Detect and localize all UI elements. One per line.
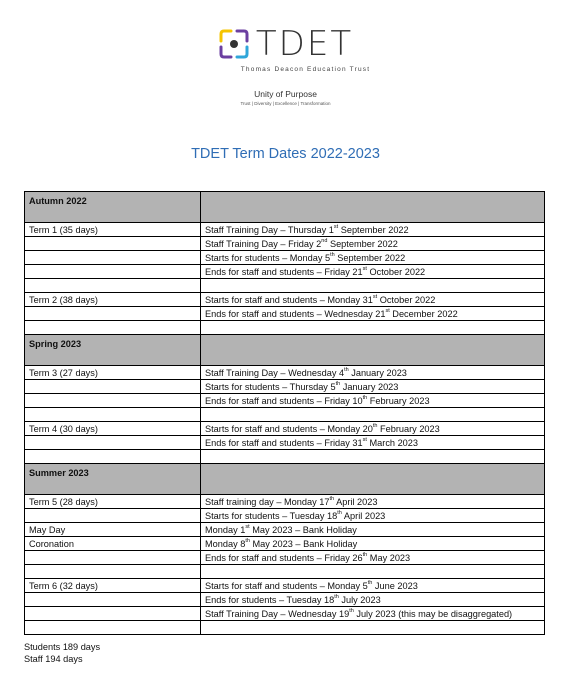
term-cell: Term 4 (30 days)	[25, 422, 201, 436]
date-text: March 2023	[366, 437, 419, 448]
term-cell: Coronation	[25, 537, 201, 551]
page-title: TDET Term Dates 2022-2023	[191, 146, 380, 162]
logo-text: TDET	[255, 24, 354, 64]
date-cell	[201, 293, 545, 307]
term-cell	[25, 593, 201, 607]
date-cell	[201, 366, 545, 380]
table-row	[25, 436, 545, 450]
date-text: Ends for staff and students – Friday 10	[205, 395, 363, 406]
ordinal-suffix: th	[334, 593, 339, 600]
date-text: January 2023	[340, 381, 399, 392]
date-text: September 2022	[338, 224, 409, 235]
blank-cell	[25, 279, 201, 293]
ordinal-suffix: st	[362, 436, 367, 443]
ordinal-suffix: th	[367, 579, 373, 586]
date-text: Starts for students – Tuesday 18	[205, 510, 338, 521]
date-cell	[201, 551, 545, 565]
term-cell: Term 6 (32 days)	[25, 579, 201, 593]
ordinal-suffix: st	[372, 293, 378, 300]
term-cell: Term 1 (35 days)	[25, 223, 201, 237]
table-row	[25, 380, 545, 394]
date-cell	[201, 579, 545, 593]
ordinal-suffix: st	[245, 523, 250, 530]
blank-cell	[25, 321, 201, 335]
date-text: Staff Training Day – Friday 2	[205, 238, 322, 249]
date-text: October 2022	[366, 266, 426, 277]
table-row	[25, 523, 545, 537]
date-text: June 2023	[372, 580, 418, 591]
blank-cell	[201, 321, 545, 335]
table-row	[25, 293, 545, 307]
blank-cell	[25, 621, 201, 635]
blank-cell	[201, 621, 545, 635]
spacer-row	[25, 408, 545, 422]
term-cell: Term 2 (38 days)	[25, 293, 201, 307]
blank-cell	[201, 450, 545, 464]
table-row	[25, 593, 545, 607]
ordinal-suffix: th	[344, 366, 349, 373]
table-row	[25, 509, 545, 523]
date-cell	[201, 607, 545, 621]
table-row	[25, 607, 545, 621]
term-cell	[25, 380, 201, 394]
date-text: Starts for staff and students – Monday 20	[205, 423, 373, 434]
ordinal-suffix: st	[362, 265, 367, 272]
ordinal-suffix: th	[349, 607, 354, 614]
date-text: February 2023	[377, 423, 440, 434]
date-cell	[201, 422, 545, 436]
date-text: Monday 1	[205, 524, 246, 535]
date-text: Starts for staff and students – Monday 31	[205, 294, 373, 305]
values-tagline: Trust | Diversity | Excellence | Transformation	[240, 101, 331, 106]
students-total: Students 189 days	[24, 642, 101, 652]
date-cell	[201, 223, 545, 237]
date-text: Starts for staff and students – Monday 5	[205, 580, 368, 591]
blank-cell	[25, 565, 201, 579]
motto: Unity of Purpose	[254, 89, 317, 99]
season-label: Autumn 2022	[25, 192, 201, 223]
date-text: Starts for students – Thursday 5	[205, 381, 336, 392]
ordinal-suffix: th	[329, 495, 335, 502]
date-cell	[201, 265, 545, 279]
date-text: December 2022	[389, 308, 458, 319]
term-cell	[25, 251, 201, 265]
term-cell	[25, 265, 201, 279]
season-label: Summer 2023	[25, 464, 201, 495]
blank-cell	[201, 279, 545, 293]
date-text: May 2023 – Bank Holiday	[249, 538, 358, 549]
table-row	[25, 251, 545, 265]
table-row	[25, 265, 545, 279]
date-text: July 2023	[338, 594, 381, 605]
date-text: Ends for staff and students – Friday 21	[205, 266, 363, 277]
term-cell	[25, 394, 201, 408]
date-text: Staff Training Day – Thursday 1	[205, 224, 334, 235]
table-row	[25, 537, 545, 551]
date-cell	[201, 495, 545, 509]
term-cell: Term 3 (27 days)	[25, 366, 201, 380]
table-row	[25, 551, 545, 565]
table-row	[25, 366, 545, 380]
date-text: Staff Training Day – Wednesday 4	[205, 367, 345, 378]
date-text: April 2023	[341, 510, 386, 521]
table-row	[25, 422, 545, 436]
date-text: September 2022	[334, 252, 406, 263]
spacer-row	[25, 321, 545, 335]
ordinal-suffix: th	[335, 380, 341, 387]
table-row	[25, 394, 545, 408]
date-cell	[201, 523, 545, 537]
trust-name: Thomas Deacon Education Trust	[240, 66, 371, 73]
term-cell: May Day	[25, 523, 201, 537]
date-cell	[201, 509, 545, 523]
date-text: Ends for students – Tuesday 18	[205, 594, 335, 605]
table-row	[25, 237, 545, 251]
term-cell	[25, 509, 201, 523]
spacer-row	[25, 621, 545, 635]
ordinal-suffix: th	[372, 422, 378, 429]
ordinal-suffix: st	[333, 223, 339, 230]
date-text: October 2022	[377, 294, 436, 305]
date-cell	[201, 237, 545, 251]
date-cell	[201, 537, 545, 551]
term-cell: Term 5 (28 days)	[25, 495, 201, 509]
date-text: Staff training day – Monday 17	[205, 496, 330, 507]
date-text: Ends for staff and students – Friday 31	[205, 437, 363, 448]
blank-cell	[201, 565, 545, 579]
term-cell	[25, 237, 201, 251]
date-cell	[201, 307, 545, 321]
season-blank-cell	[201, 464, 545, 495]
date-text: February 2023	[367, 395, 430, 406]
blank-cell	[25, 408, 201, 422]
season-label: Spring 2023	[25, 335, 201, 366]
term-dates-table	[24, 191, 545, 635]
ordinal-suffix: th	[362, 394, 368, 401]
date-cell	[201, 380, 545, 394]
ordinal-suffix: th	[362, 551, 368, 558]
date-text: May 2023 – Bank Holiday	[249, 524, 357, 535]
season-header-row	[25, 464, 545, 495]
spacer-row	[25, 565, 545, 579]
spacer-row	[25, 279, 545, 293]
date-text: Ends for staff and students – Friday 26	[205, 552, 363, 563]
date-text: April 2023	[334, 496, 378, 507]
date-cell	[201, 394, 545, 408]
date-text: Monday 8	[205, 538, 246, 549]
date-text: July 2023 (this may be disaggregated)	[353, 608, 513, 619]
date-cell	[201, 436, 545, 450]
date-cell	[201, 593, 545, 607]
term-cell	[25, 551, 201, 565]
ordinal-suffix: th	[337, 509, 342, 516]
date-text: Ends for staff and students – Wednesday 21	[205, 308, 386, 319]
spacer-row	[25, 450, 545, 464]
table-row	[25, 307, 545, 321]
staff-total: Staff 194 days	[24, 654, 83, 664]
ordinal-suffix: nd	[321, 237, 328, 244]
date-text: January 2023	[348, 367, 407, 378]
table-row	[25, 579, 545, 593]
term-cell	[25, 307, 201, 321]
trust-logo	[0, 24, 571, 73]
date-text: Starts for students – Monday 5	[205, 252, 331, 263]
ordinal-suffix: st	[385, 307, 390, 314]
table-row	[25, 223, 545, 237]
date-text: September 2022	[327, 238, 398, 249]
season-blank-cell	[201, 192, 545, 223]
date-text: Staff Training Day – Wednesday 19	[205, 608, 350, 619]
term-cell	[25, 607, 201, 621]
day-totals	[24, 641, 100, 665]
ordinal-suffix: th	[330, 251, 335, 258]
season-header-row	[25, 192, 545, 223]
blank-cell	[25, 450, 201, 464]
ordinal-suffix: th	[245, 537, 250, 544]
date-cell	[201, 251, 545, 265]
blank-cell	[201, 408, 545, 422]
date-text: May 2023	[367, 552, 411, 563]
season-header-row	[25, 335, 545, 366]
tdet-logo-icon	[218, 28, 250, 60]
table-row	[25, 495, 545, 509]
term-cell	[25, 436, 201, 450]
season-blank-cell	[201, 335, 545, 366]
